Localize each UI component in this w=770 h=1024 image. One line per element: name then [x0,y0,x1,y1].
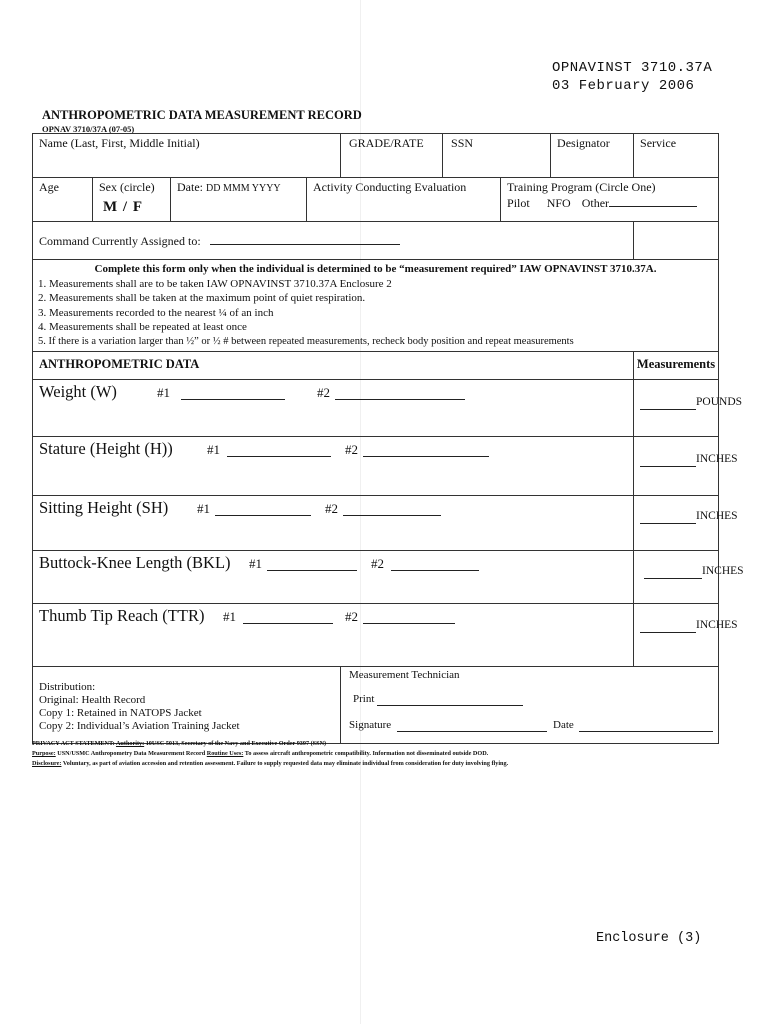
distribution-cell [33,667,341,744]
designator-cell[interactable] [551,134,634,178]
sex-label: Sex (circle) [99,180,155,194]
technician-date-line[interactable] [579,719,713,732]
buttock-knee-first-line[interactable] [267,558,357,571]
distribution-title: Distribution: [39,681,96,693]
weight-row [33,380,634,437]
measurement-form [32,133,744,744]
disclosure-text: Voluntary, as part of aviation accession and retention assessment. Failure to supply requested data may eliminate individual from consideration for duty involving flying. [61,760,509,767]
thumb-tip-unit: INCHES [696,619,738,631]
instruction-date: 03 February 2006 [552,78,695,94]
distribution-line: Original: Health Record [39,694,146,706]
form-number: OPNAV 3710/37A (07-05) [42,124,135,134]
age-cell[interactable] [33,178,93,222]
distribution-line: Copy 2: Individual’s Aviation Training Jacket [39,720,240,732]
service-label: Service [640,136,677,150]
buttock-knee-first-label: #1 [249,556,262,571]
weight-first-label: #1 [157,385,170,400]
stature-measure-cell [634,437,738,496]
weight-second-label: #2 [317,385,330,400]
ssn-label: SSN [451,136,474,150]
instruction-item: 3. Measurements recorded to the nearest ¼ of an inch [38,306,274,319]
training-cell[interactable] [501,178,719,222]
sex-cell[interactable] [93,178,171,222]
instruction-item: 4. Measurements shall be repeated at least once [38,321,247,333]
sitting-height-measure-line[interactable] [640,511,696,524]
designator-label: Designator [557,136,610,150]
command-label: Command Currently Assigned to: [39,234,201,248]
buttock-knee-row [33,551,634,604]
technician-print-line[interactable] [377,693,523,706]
authority-label: Authority: [115,740,145,747]
command-cell[interactable] [33,222,634,260]
weight-label: Weight (W) [39,382,117,401]
thumb-tip-row [33,604,634,667]
thumb-tip-measure-cell [634,604,738,667]
instruction-item: 5. If there is a variation larger than ½” or ½ # between repeated measurements, recheck body position and repeat measurements [38,335,574,347]
stature-first-line[interactable] [227,444,331,457]
anthropometric-data-heading: ANTHROPOMETRIC DATA [39,357,200,371]
measurements-heading: Measurements [636,357,716,371]
grade-cell[interactable] [341,134,443,178]
ssn-cell[interactable] [443,134,551,178]
technician-title: Measurement Technician [349,669,460,681]
stature-second-label: #2 [345,442,358,457]
thumb-tip-second-line[interactable] [363,611,455,624]
command-line[interactable] [210,232,400,245]
stature-label: Stature (Height (H)) [39,439,173,458]
thumb-tip-first-line[interactable] [243,611,333,624]
instruction-item: 2. Measurements shall be taken at the maximum point of quiet respiration. [38,292,366,304]
buttock-knee-unit: INCHES [702,565,744,577]
purpose-label: Purpose: [32,750,56,757]
weight-first-line[interactable] [181,387,285,400]
instruction-number: OPNAVINST 3710.37A [552,60,713,76]
technician-print-label: Print [353,693,375,705]
sitting-height-second-label: #2 [325,501,338,516]
privacy-label: PRIVACY ACT STATEMENT: [32,740,115,747]
technician-signature-label: Signature [349,719,392,731]
date-cell[interactable] [171,178,307,222]
purpose-text: USN/USMC Anthropometry Data Measurement Record [55,750,207,757]
authority-text: 10USC 5013, Secretary of the Navy and Executive Order 9397 (SSN) [144,740,327,747]
instruction-item: 1. Measurements shall are to be taken IAW OPNAVINST 3710.37A Enclosure 2 [38,277,392,290]
thumb-tip-label: Thumb Tip Reach (TTR) [39,606,205,625]
form-title: ANTHROPOMETRIC DATA MEASUREMENT RECORD [42,108,362,122]
training-option-pilot[interactable]: Pilot [507,196,530,210]
instructions-heading: Complete this form only when the individual is determined to be “measurement required” IAW OPNAVINST 3710.37A. [94,263,657,275]
activity-label: Activity Conducting Evaluation [313,180,467,194]
training-option-nfo[interactable]: NFO [546,196,571,210]
sex-options[interactable]: M / F [103,199,143,215]
date-label: Date: [177,180,203,194]
command-extra-cell [634,222,719,260]
buttock-knee-second-label: #2 [371,556,384,571]
sitting-height-row [33,496,634,551]
service-cell[interactable] [634,134,719,178]
name-label: Name (Last, First, Middle Initial) [39,136,200,150]
sitting-height-label: Sitting Height (SH) [39,498,169,517]
weight-measure-line[interactable] [640,397,696,410]
grade-label: GRADE/RATE [349,136,424,150]
sitting-height-first-label: #1 [197,501,210,516]
date-format: DD MMM YYYY [206,183,281,194]
buttock-knee-label: Buttock-Knee Length (BKL) [39,553,231,572]
stature-measure-line[interactable] [640,454,696,467]
name-cell[interactable] [33,134,341,178]
training-label: Training Program (Circle One) [507,180,656,194]
activity-cell[interactable] [307,178,501,222]
distribution-line: Copy 1: Retained in NATOPS Jacket [39,707,202,719]
measurements-heading-cell [634,352,719,380]
sitting-height-first-line[interactable] [215,503,311,516]
buttock-knee-measure-cell [634,551,744,604]
sitting-height-second-line[interactable] [343,503,441,516]
stature-unit: INCHES [696,453,738,465]
thumb-tip-first-label: #1 [223,609,236,624]
buttock-knee-measure-line[interactable] [644,566,702,579]
weight-measure-cell [634,380,743,437]
technician-cell [341,667,719,744]
sitting-height-measure-cell [634,496,738,551]
stature-row [33,437,634,496]
technician-date-label: Date [553,719,574,731]
sitting-height-unit: INCHES [696,510,738,522]
thumb-tip-measure-line[interactable] [640,620,696,633]
age-label: Age [39,180,59,194]
instructions-cell [33,260,719,352]
weight-unit: POUNDS [696,396,743,408]
training-other-line[interactable] [609,194,697,207]
weight-second-line[interactable] [335,387,465,400]
buttock-knee-second-line[interactable] [391,558,479,571]
stature-first-label: #1 [207,442,220,457]
routine-uses-label: Routine Uses: [206,750,244,757]
thumb-tip-second-label: #2 [345,609,358,624]
disclosure-label: Disclosure: [32,760,62,767]
training-option-other[interactable]: Other [581,196,610,210]
technician-signature-line[interactable] [397,719,547,732]
data-heading-cell [33,352,634,380]
purpose-statement [32,750,488,757]
disclosure-statement [32,760,508,767]
routine-uses-text: To assess aircraft anthropometric compatibility. Information not disseminated outside DOD. [243,750,489,757]
stature-second-line[interactable] [363,444,489,457]
privacy-statement [32,740,326,747]
enclosure-label: Enclosure (3) [596,931,702,946]
